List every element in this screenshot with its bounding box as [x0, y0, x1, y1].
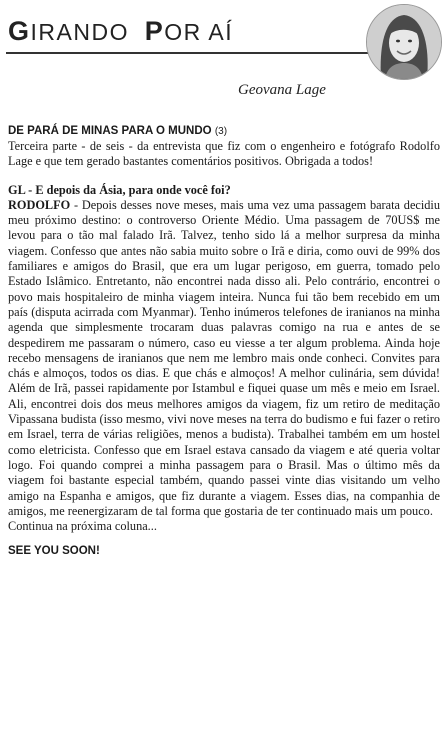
- interview-answer: [8, 198, 440, 519]
- title-word-girando: IRANDO: [30, 19, 129, 45]
- signoff: SEE YOU SOON!: [8, 545, 100, 558]
- article-headline: [8, 124, 440, 139]
- article-body: [8, 124, 440, 560]
- title-initial-g: G: [8, 16, 31, 46]
- author-portrait-icon: [367, 5, 441, 79]
- answer-speaker: RODOLFO: [8, 197, 71, 212]
- part-number: (3): [214, 126, 228, 137]
- title-word-por-ai: OR AÍ: [164, 19, 234, 45]
- column-title: [8, 16, 233, 47]
- continuation-note: Continua na próxima coluna...: [8, 519, 157, 534]
- author-name: Geovana Lage: [238, 82, 326, 98]
- column-header: [0, 0, 446, 102]
- author-photo: [366, 4, 442, 80]
- title-initial-p: P: [144, 16, 165, 46]
- headline-text: DE PARÁ DE MINAS PARA O MUNDO: [8, 125, 212, 137]
- interview-question: GL - E depois da Ásia, para onde você foi?: [8, 182, 231, 197]
- answer-text: - Depois desses nove meses, mais uma vez uma passagem barata decidiu meu próximo destino: o controverso Oriente Médio. Uma passagem de 70US$ me levou para o tão mal falado Irã. Talvez, tenho sido lá a melhor surpresa da minha viagem. Confesso que antes não sabia muito sobre o Irã e diria, como ouvi de 99% dos familiares e amigos do Brasil, que era um lugar perigoso, em guerra, tomado pelo Estado Islâmico. Entretanto, não encontrei nada disso ali. Pelo contrário, encontrei o povo mais hospitaleiro de minha viagem inteira. Nunca fui tão bem recebido em um país (disputa acirrada com Myanmar). Tenho inúmeros telefones de iranianos na minha agenda que simplesmente trocaram duas palavras comigo na rua e antes de se despedirem me passaram o número, caso eu viesse a ter algum problema. Ainda hoje recebo mensagens de iranianos que nem me lembro mais onde conheci. Convites para chás e almoços, todos os dias. E que chás e almoços! A melhor culinária, sem dúvida! Além de Irã, passei rapidamente por Istambul e fiquei quase um mês e meio em Israel. Ali, encontrei dois dos meus melhores amigos da viagem, fiz um retiro de meditação Vipassana budista (isso mesmo, vivi nove meses na terra do budismo e fui fazer o retiro em Israel, terra de várias religiões, menos a budista). Trabalhei também em um hostel como eletricista. Confesso que em Israel estava cansado da viagem e até queria voltar logo. Foi quando comprei a minha passagem para o Brasil. Mas o último mês da viagem foi bastante especial também, quando passei vinte dias visitando um velho amigo na Espanha e amigos, que fiz durante a viagem. Esses dias, na companhia de amigos, me reenergizaram de tal forma que gostaria de ter continuado mais um pouco.: [8, 197, 440, 518]
- intro-paragraph: Terceira parte - de seis - da entrevista que fiz com o engenheiro e fotógrafo Rodolfo Lage e que tem gerado bastantes comentários positivos. Obrigada a todos!: [8, 139, 440, 169]
- paragraph-gap: [8, 170, 440, 183]
